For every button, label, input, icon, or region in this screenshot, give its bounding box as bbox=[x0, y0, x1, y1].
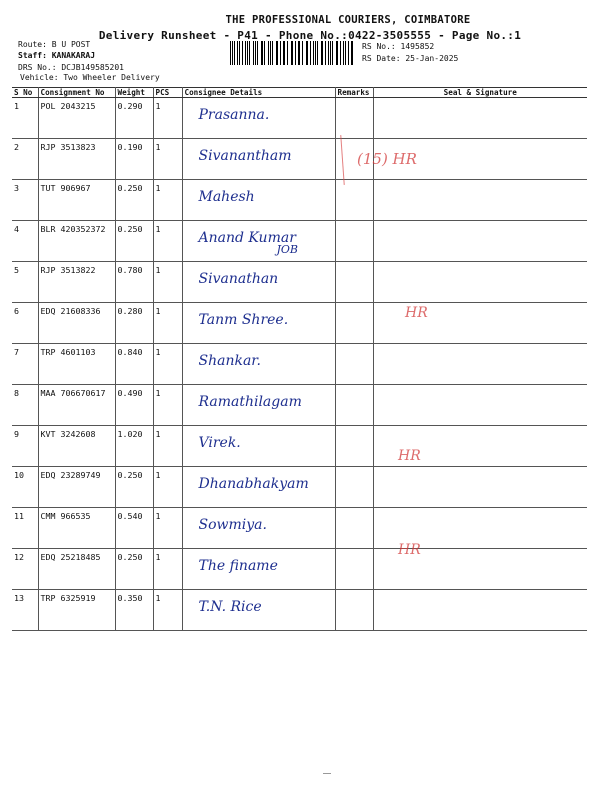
cell-sno: 3 bbox=[12, 180, 38, 221]
cell-seal-signature bbox=[373, 262, 587, 303]
cell-consignment-no: CMM 966535 bbox=[38, 508, 115, 549]
cell-consignee-details bbox=[182, 590, 335, 631]
cell-pcs: 1 bbox=[153, 262, 182, 303]
rs-number: RS No.: 1495852 bbox=[362, 42, 435, 51]
barcode-bar bbox=[245, 41, 246, 65]
red-remark-2: (15) HR bbox=[357, 150, 417, 168]
cell-remarks bbox=[335, 303, 373, 344]
cell-pcs: 1 bbox=[153, 180, 182, 221]
barcode-bar bbox=[299, 41, 300, 65]
consignee-signature: Sowmiya. bbox=[198, 517, 267, 533]
barcode-image bbox=[230, 41, 355, 65]
barcode-bar bbox=[337, 41, 338, 65]
cell-remarks bbox=[335, 426, 373, 467]
cell-sno: 6 bbox=[12, 303, 38, 344]
consignee-signature: Shankar. bbox=[198, 353, 261, 369]
delivery-table bbox=[12, 87, 587, 631]
cell-consignment-no: TRP 6325919 bbox=[38, 590, 115, 631]
consignee-signature: Mahesh bbox=[198, 189, 255, 205]
cell-remarks bbox=[335, 344, 373, 385]
cell-seal-signature bbox=[373, 221, 587, 262]
cell-weight: 0.840 bbox=[115, 344, 153, 385]
barcode-bar bbox=[302, 41, 303, 65]
cell-seal-signature bbox=[373, 467, 587, 508]
header-sno: S No bbox=[12, 88, 38, 98]
cell-consignee-details bbox=[182, 303, 335, 344]
cell-pcs: 1 bbox=[153, 549, 182, 590]
cell-consignee-details bbox=[182, 262, 335, 303]
cell-remarks bbox=[335, 590, 373, 631]
red-remark-9: HR bbox=[398, 448, 421, 464]
barcode-bar bbox=[283, 41, 284, 65]
cell-consignment-no: KVT 3242608 bbox=[38, 426, 115, 467]
header-consignee: Consignee Details bbox=[182, 88, 335, 98]
cell-consignment-no: POL 2043215 bbox=[38, 98, 115, 139]
barcode-bar bbox=[328, 41, 329, 65]
cell-weight: 0.250 bbox=[115, 180, 153, 221]
cell-pcs: 1 bbox=[153, 344, 182, 385]
table-row bbox=[12, 426, 587, 467]
barcode-bar bbox=[242, 41, 243, 65]
table-row bbox=[12, 344, 587, 385]
cell-seal-signature bbox=[373, 385, 587, 426]
table-row bbox=[12, 262, 587, 303]
consignee-signature: The finame bbox=[198, 558, 278, 574]
cell-seal-signature bbox=[373, 98, 587, 139]
barcode-bar bbox=[352, 41, 353, 65]
table-row bbox=[12, 221, 587, 262]
header-pcs: PCS bbox=[153, 88, 182, 98]
header-remarks: Remarks bbox=[335, 88, 373, 98]
cell-weight: 0.290 bbox=[115, 98, 153, 139]
cell-pcs: 1 bbox=[153, 467, 182, 508]
barcode-bar bbox=[284, 41, 285, 65]
consignee-signature: T.N. Rice bbox=[198, 599, 262, 615]
header-consignment: Consignment No bbox=[38, 88, 115, 98]
table-row bbox=[12, 549, 587, 590]
barcode-bar bbox=[264, 41, 265, 65]
cell-consignment-no: TUT 906967 bbox=[38, 180, 115, 221]
cell-weight: 0.250 bbox=[115, 549, 153, 590]
cell-consignee-details bbox=[182, 508, 335, 549]
barcode-bar bbox=[322, 41, 323, 65]
red-remark-12: HR bbox=[398, 542, 421, 558]
barcode-bar bbox=[315, 41, 316, 65]
cell-sno: 11 bbox=[12, 508, 38, 549]
cell-weight: 0.280 bbox=[115, 303, 153, 344]
cell-consignment-no: EDQ 21608336 bbox=[38, 303, 115, 344]
cell-sno: 4 bbox=[12, 221, 38, 262]
consignee-signature: Sivanantham bbox=[198, 148, 292, 164]
cell-remarks bbox=[335, 467, 373, 508]
cell-consignee-details bbox=[182, 180, 335, 221]
cell-remarks bbox=[335, 385, 373, 426]
cell-remarks bbox=[335, 549, 373, 590]
cell-weight: 0.490 bbox=[115, 385, 153, 426]
cell-consignee-details bbox=[182, 467, 335, 508]
cell-remarks bbox=[335, 508, 373, 549]
cell-sno: 13 bbox=[12, 590, 38, 631]
cell-consignment-no: MAA 706670617 bbox=[38, 385, 115, 426]
barcode-bar bbox=[257, 41, 258, 65]
barcode-bar bbox=[291, 41, 292, 65]
consignee-signature: Prasanna. bbox=[198, 107, 270, 123]
cell-weight: 0.250 bbox=[115, 467, 153, 508]
cell-weight: 0.250 bbox=[115, 221, 153, 262]
table-row bbox=[12, 467, 587, 508]
header-weight: Weight bbox=[115, 88, 153, 98]
cell-weight: 0.540 bbox=[115, 508, 153, 549]
cell-weight: 0.190 bbox=[115, 139, 153, 180]
rs-date: RS Date: 25-Jan-2025 bbox=[362, 54, 459, 63]
barcode-bar bbox=[276, 41, 277, 65]
table-header-row bbox=[12, 88, 587, 98]
cell-pcs: 1 bbox=[153, 508, 182, 549]
table-row bbox=[12, 590, 587, 631]
cell-consignee-details bbox=[182, 98, 335, 139]
cell-pcs: 1 bbox=[153, 98, 182, 139]
cell-sno: 1 bbox=[12, 98, 38, 139]
cell-weight: 0.780 bbox=[115, 262, 153, 303]
cell-consignment-no: RJP 3513822 bbox=[38, 262, 115, 303]
table-row bbox=[12, 385, 587, 426]
cell-pcs: 1 bbox=[153, 385, 182, 426]
cell-consignment-no: EDQ 25218485 bbox=[38, 549, 115, 590]
cell-sno: 2 bbox=[12, 139, 38, 180]
cell-pcs: 1 bbox=[153, 303, 182, 344]
red-remark-6: HR bbox=[405, 305, 428, 321]
table-row bbox=[12, 303, 587, 344]
consignee-signature: Anand Kumar bbox=[198, 230, 296, 246]
table-row bbox=[12, 98, 587, 139]
cell-sno: 5 bbox=[12, 262, 38, 303]
table-row bbox=[12, 139, 587, 180]
cell-consignment-no: EDQ 23289749 bbox=[38, 467, 115, 508]
barcode-bar bbox=[237, 41, 238, 65]
cell-sno: 10 bbox=[12, 467, 38, 508]
cell-pcs: 1 bbox=[153, 221, 182, 262]
cell-seal-signature bbox=[373, 180, 587, 221]
barcode-bar bbox=[345, 41, 346, 65]
cell-consignee-details bbox=[182, 549, 335, 590]
cell-remarks bbox=[335, 180, 373, 221]
cell-consignment-no: TRP 4601103 bbox=[38, 344, 115, 385]
footer-dash bbox=[323, 773, 331, 774]
barcode-bar bbox=[230, 41, 231, 65]
header-seal-signature: Seal & Signature bbox=[373, 88, 587, 98]
cell-consignee-details bbox=[182, 344, 335, 385]
cell-sno: 7 bbox=[12, 344, 38, 385]
cell-remarks bbox=[335, 221, 373, 262]
consignee-signature: Sivanathan bbox=[198, 271, 279, 287]
cell-seal-signature bbox=[373, 590, 587, 631]
runsheet-title: Delivery Runsheet - P41 - Phone No.:0422-3505555 - Page No.:1 bbox=[98, 29, 522, 42]
cell-pcs: 1 bbox=[153, 590, 182, 631]
company-title: THE PROFESSIONAL COURIERS, COIMBATORE bbox=[225, 14, 471, 26]
cell-consignee-details bbox=[182, 426, 335, 467]
cell-consignee-details bbox=[182, 385, 335, 426]
cell-seal-signature bbox=[373, 344, 587, 385]
drs-number: DRS No.: DCJB149585201 bbox=[18, 63, 124, 72]
consignee-signature: Ramathilagam bbox=[198, 394, 302, 410]
barcode-bar bbox=[336, 41, 337, 65]
cell-remarks bbox=[335, 262, 373, 303]
cell-consignee-details bbox=[182, 221, 335, 262]
table-row bbox=[12, 508, 587, 549]
cell-consignment-no: RJP 3513823 bbox=[38, 139, 115, 180]
consignee-signature-note: JOB bbox=[276, 243, 299, 256]
barcode-bar bbox=[249, 41, 250, 65]
cell-sno: 9 bbox=[12, 426, 38, 467]
staff-label: Staff: KANAKARAJ bbox=[18, 51, 96, 60]
barcode-bar bbox=[310, 41, 311, 65]
cell-pcs: 1 bbox=[153, 426, 182, 467]
consignee-signature: Virek. bbox=[198, 435, 241, 451]
consignee-signature: Dhanabhakyam bbox=[198, 476, 309, 492]
consignee-signature: Tanm Shree. bbox=[198, 312, 289, 328]
cell-pcs: 1 bbox=[153, 139, 182, 180]
barcode-bar bbox=[268, 41, 269, 65]
cell-remarks bbox=[335, 98, 373, 139]
vehicle-label: Vehicle: Two Wheeler Delivery bbox=[20, 73, 160, 82]
cell-weight: 1.020 bbox=[115, 426, 153, 467]
cell-consignment-no: BLR 420352372 bbox=[38, 221, 115, 262]
table-row bbox=[12, 180, 587, 221]
route-label: Route: B U POST bbox=[18, 40, 91, 49]
cell-sno: 12 bbox=[12, 549, 38, 590]
cell-weight: 0.350 bbox=[115, 590, 153, 631]
cell-sno: 8 bbox=[12, 385, 38, 426]
cell-consignee-details bbox=[182, 139, 335, 180]
